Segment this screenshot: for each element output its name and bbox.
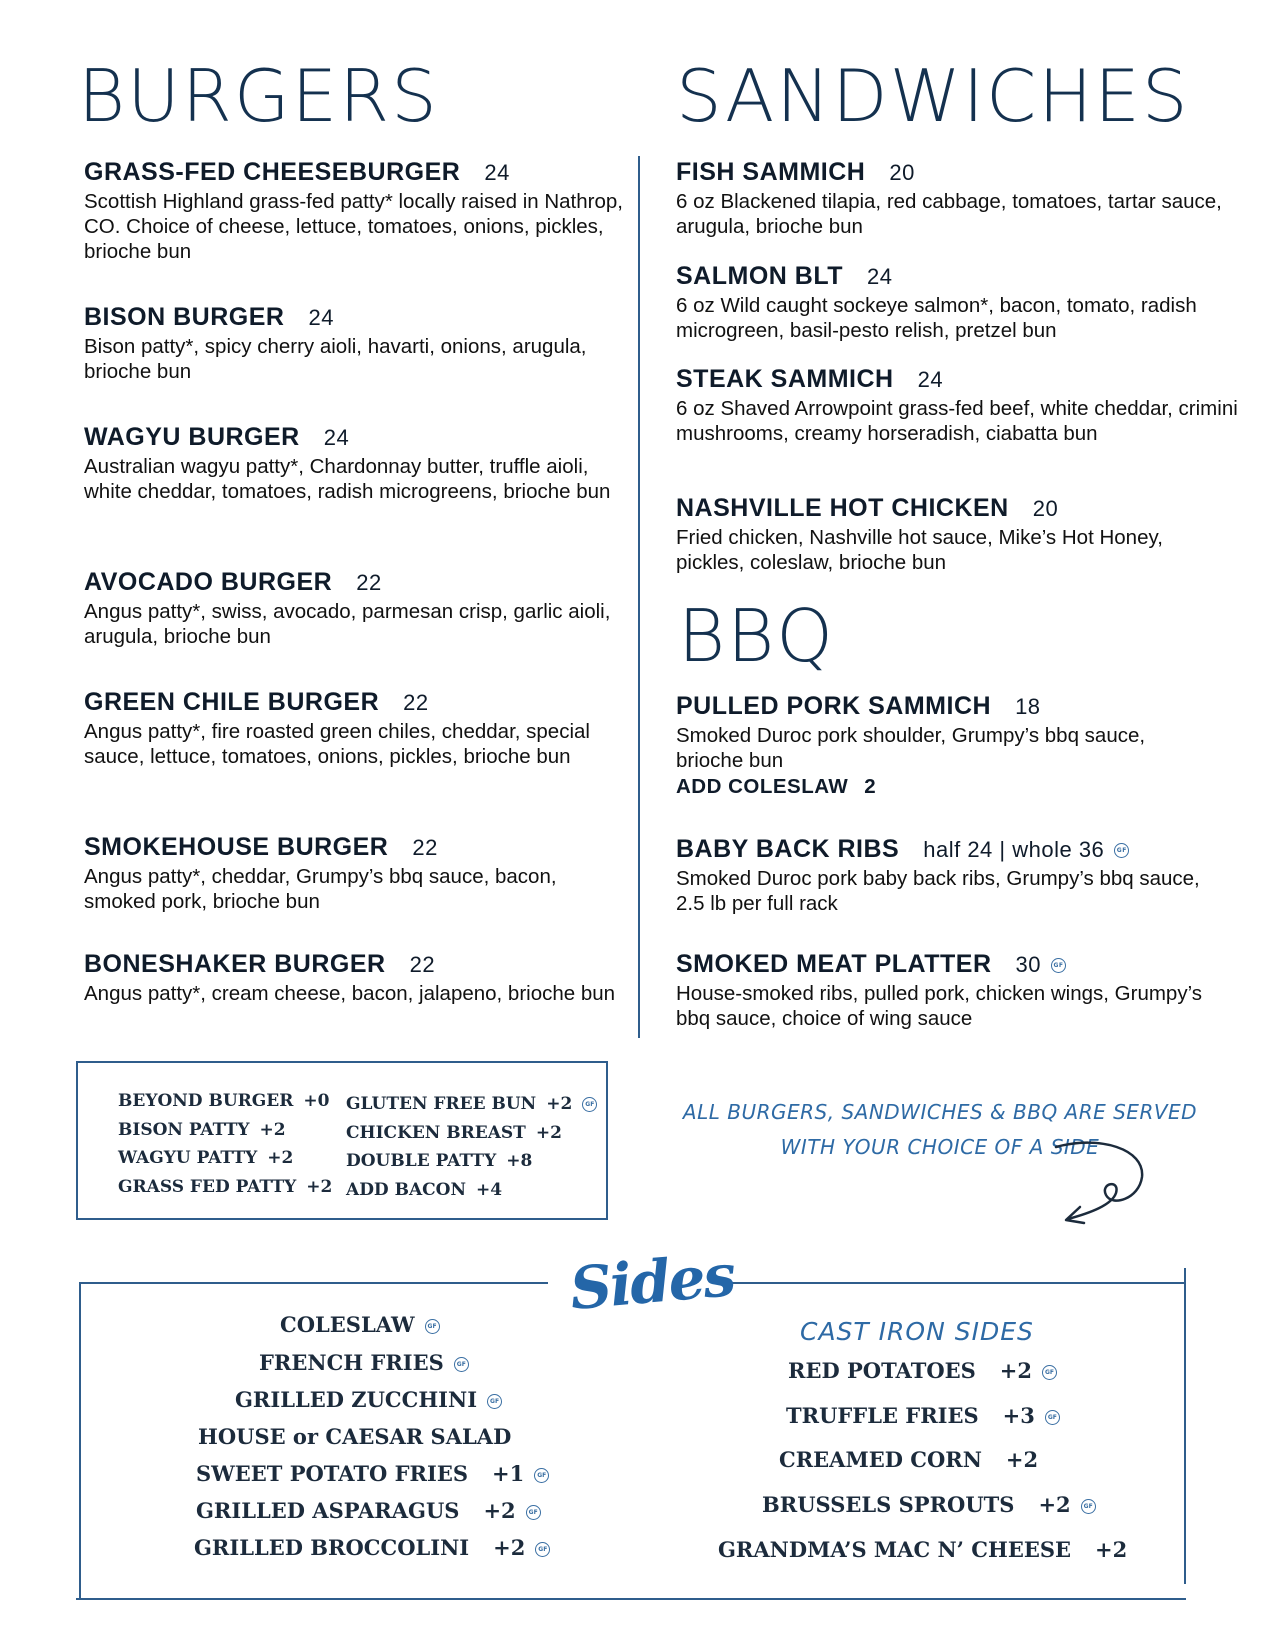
gluten-free-icon: GF (534, 1468, 549, 1483)
side-name: COLESLAW (280, 1312, 415, 1337)
side-price: +3 (1002, 1403, 1035, 1428)
menu-item (676, 262, 1236, 343)
addon-price: 2 (864, 775, 877, 798)
item-price: 20 (1032, 496, 1059, 521)
extra-name: GLUTEN FREE BUN (346, 1094, 537, 1114)
extra-item (118, 1116, 332, 1145)
extra-item (118, 1144, 332, 1173)
side-price: +2 (999, 1358, 1032, 1383)
sides-border-bottom (76, 1598, 1186, 1600)
menu-item (676, 835, 1216, 916)
addon-label: ADD COLESLAW (676, 775, 849, 798)
side-item (762, 1492, 1096, 1517)
item-description: Australian wagyu patty*, Chardonnay butter, truffle aioli, white cheddar, tomatoes, radish microgreens, brioche bun (84, 455, 611, 503)
side-name: FRENCH FRIES (259, 1350, 444, 1375)
item-description: 6 oz Wild caught sockeye salmon*, bacon, tomato, radish microgreen, basil-pesto relish, pretzel bun (676, 294, 1197, 342)
extra-item (346, 1119, 597, 1148)
extras-box (76, 1061, 608, 1220)
side-item (194, 1535, 550, 1560)
side-name: BRUSSELS SPROUTS (762, 1492, 1015, 1517)
item-name: BONESHAKER BURGER (84, 950, 386, 978)
extra-item (118, 1173, 332, 1202)
cast-iron-sides-title: CAST IRON SIDES (800, 1317, 1034, 1346)
sides-border-top-left (79, 1282, 548, 1284)
item-description: Angus patty*, cream cheese, bacon, jalapeno, brioche bun (84, 982, 616, 1005)
item-name: WAGYU BURGER (84, 423, 300, 451)
extra-item (346, 1147, 597, 1176)
item-name: AVOCADO BURGER (84, 568, 333, 596)
item-price: 24 (917, 367, 944, 392)
extra-name: DOUBLE PATTY (346, 1151, 497, 1171)
item-price: 24 (323, 425, 350, 450)
extra-name: ADD BACON (346, 1179, 467, 1200)
item-description: Angus patty*, swiss, avocado, parmesan crisp, garlic aioli, arugula, brioche bun (84, 600, 611, 648)
item-description: Scottish Highland grass-fed patty* locally raised in Nathrop, CO. Choice of cheese, lettuce, tomatoes, onions, pickles, brioche bun (84, 190, 623, 263)
side-name: RED POTATOES (788, 1358, 976, 1383)
extras-right-column (346, 1090, 597, 1204)
extra-price: +2 (535, 1122, 562, 1143)
side-item (235, 1387, 502, 1412)
extra-price: +0 (303, 1091, 330, 1111)
extra-price: +2 (306, 1176, 333, 1197)
note-line: ALL BURGERS, SANDWICHES & BBQ ARE SERVED (682, 1100, 1198, 1124)
item-name: GRASS-FED CHEESEBURGER (84, 158, 461, 186)
gluten-free-icon: GF (1081, 1499, 1096, 1514)
extra-name: GRASS FED PATTY (118, 1176, 297, 1197)
item-name: BABY BACK RIBS (676, 835, 900, 863)
side-name: GRANDMA’S MAC N’ CHEESE (718, 1537, 1072, 1562)
side-item (259, 1350, 469, 1375)
item-name: NASHVILLE HOT CHICKEN (676, 494, 1009, 522)
sides-border-right (1184, 1268, 1186, 1584)
menu-item (84, 158, 634, 264)
extra-item (346, 1176, 597, 1205)
side-price: +2 (483, 1498, 516, 1523)
menu-item (84, 833, 634, 914)
gluten-free-icon: GF (454, 1357, 469, 1372)
item-price: 24 (867, 264, 893, 289)
gluten-free-icon: GF (582, 1097, 597, 1112)
item-price: 22 (356, 570, 382, 595)
item-name: FISH SAMMICH (676, 158, 866, 186)
item-price: 30 (1015, 952, 1041, 977)
sides-border-left (79, 1282, 81, 1600)
gluten-free-icon: GF (1051, 958, 1066, 973)
side-price: +2 (1038, 1492, 1071, 1517)
menu-item (84, 423, 634, 504)
item-description: Bison patty*, spicy cherry aioli, havarti, onions, arugula, brioche bun (84, 335, 587, 383)
side-name: GRILLED ZUCCHINI (235, 1387, 478, 1412)
item-name: SMOKEHOUSE BURGER (84, 833, 389, 861)
item-name: STEAK SAMMICH (676, 365, 894, 393)
note-line: WITH YOUR CHOICE OF A SIDE (780, 1135, 1100, 1159)
extra-price: +2 (259, 1119, 286, 1140)
menu-item (676, 158, 1236, 239)
extra-price: +8 (506, 1151, 533, 1171)
menu-item (676, 365, 1241, 446)
extra-item (346, 1090, 597, 1119)
item-price: 22 (409, 952, 436, 977)
item-description: Smoked Duroc pork shoulder, Grumpy’s bbq sauce, brioche bun (676, 724, 1146, 772)
item-price: 24 (484, 160, 510, 185)
gluten-free-icon: GF (1045, 1410, 1060, 1425)
extra-price: +2 (546, 1094, 573, 1114)
extra-price: +2 (267, 1148, 294, 1168)
item-description: Angus patty*, fire roasted green chiles, cheddar, special sauce, lettuce, tomatoes, onions, pickles, brioche bun (84, 720, 590, 768)
item-price: 24 (308, 305, 334, 330)
sandwiches-title: SANDWICHES (676, 54, 1190, 138)
extra-name: BEYOND BURGER (118, 1091, 294, 1111)
sides-title: Sides (567, 1240, 737, 1324)
side-name: TRUFFLE FRIES (786, 1403, 979, 1428)
item-price: 22 (403, 690, 429, 715)
item-name: GREEN CHILE BURGER (84, 688, 380, 716)
gluten-free-icon: GF (535, 1542, 550, 1557)
side-price: +1 (492, 1461, 525, 1486)
menu-item (84, 303, 624, 384)
item-price: half 24 | whole 36 (923, 837, 1105, 862)
gluten-free-icon: GF (425, 1319, 440, 1334)
menu-item (676, 692, 1176, 799)
item-description: Fried chicken, Nashville hot sauce, Mike’s Hot Honey, pickles, coleslaw, brioche bun (676, 526, 1163, 574)
extra-name: WAGYU PATTY (118, 1148, 258, 1168)
menu-item (676, 950, 1216, 1031)
side-item (718, 1537, 1127, 1562)
gluten-free-icon: GF (1042, 1365, 1057, 1380)
item-price: 20 (889, 160, 915, 185)
side-price: +2 (1095, 1537, 1128, 1562)
extra-item (118, 1087, 332, 1116)
item-price: 22 (412, 835, 438, 860)
item-description: Angus patty*, cheddar, Grumpy’s bbq sauce, bacon, smoked pork, brioche bun (84, 865, 557, 913)
item-addon (676, 775, 1176, 799)
column-divider (638, 156, 640, 1038)
side-price: +2 (493, 1535, 526, 1560)
sides-border-top-right (718, 1282, 1186, 1284)
item-name: BISON BURGER (84, 303, 285, 331)
extra-price: +4 (476, 1179, 503, 1200)
side-item (198, 1424, 511, 1449)
gluten-free-icon: GF (526, 1505, 541, 1520)
extras-left-column (118, 1087, 332, 1201)
side-item (779, 1447, 1038, 1472)
gluten-free-icon: GF (1114, 843, 1129, 858)
item-name: SMOKED MEAT PLATTER (676, 950, 992, 978)
item-description: Smoked Duroc pork baby back ribs, Grumpy’s bbq sauce, 2.5 lb per full rack (676, 867, 1200, 915)
side-item (786, 1403, 1060, 1428)
side-item (196, 1461, 549, 1486)
item-name: SALMON BLT (676, 262, 844, 290)
burgers-title: BURGERS (78, 54, 439, 138)
menu-item (84, 568, 624, 649)
item-description: House-smoked ribs, pulled pork, chicken wings, Grumpy’s bbq sauce, choice of wing sauce (676, 982, 1203, 1030)
item-description: 6 oz Shaved Arrowpoint grass-fed beef, white cheddar, crimini mushrooms, creamy horseradish, ciabatta bun (676, 397, 1238, 445)
curved-arrow-icon (1050, 1135, 1160, 1230)
extra-name: BISON PATTY (118, 1119, 250, 1140)
side-name: HOUSE or CAESAR SALAD (198, 1424, 512, 1449)
side-name: GRILLED BROCCOLINI (194, 1535, 470, 1560)
item-name: PULLED PORK SAMMICH (676, 692, 992, 720)
menu-item (84, 688, 634, 769)
item-price: 18 (1015, 694, 1041, 719)
extra-name: CHICKEN BREAST (346, 1122, 526, 1143)
side-name: SWEET POTATO FRIES (196, 1461, 468, 1486)
side-item (196, 1498, 541, 1523)
side-item (788, 1358, 1057, 1383)
menu-item (84, 950, 634, 1006)
item-description: 6 oz Blackened tilapia, red cabbage, tomatoes, tartar sauce, arugula, brioche bun (676, 190, 1222, 238)
gluten-free-icon: GF (487, 1394, 502, 1409)
side-name: CREAMED CORN (779, 1447, 982, 1472)
side-price: +2 (1005, 1447, 1039, 1472)
bbq-title: BBQ (678, 594, 835, 678)
side-name: GRILLED ASPARAGUS (196, 1498, 460, 1523)
side-item (280, 1312, 440, 1337)
menu-item (676, 494, 1176, 575)
